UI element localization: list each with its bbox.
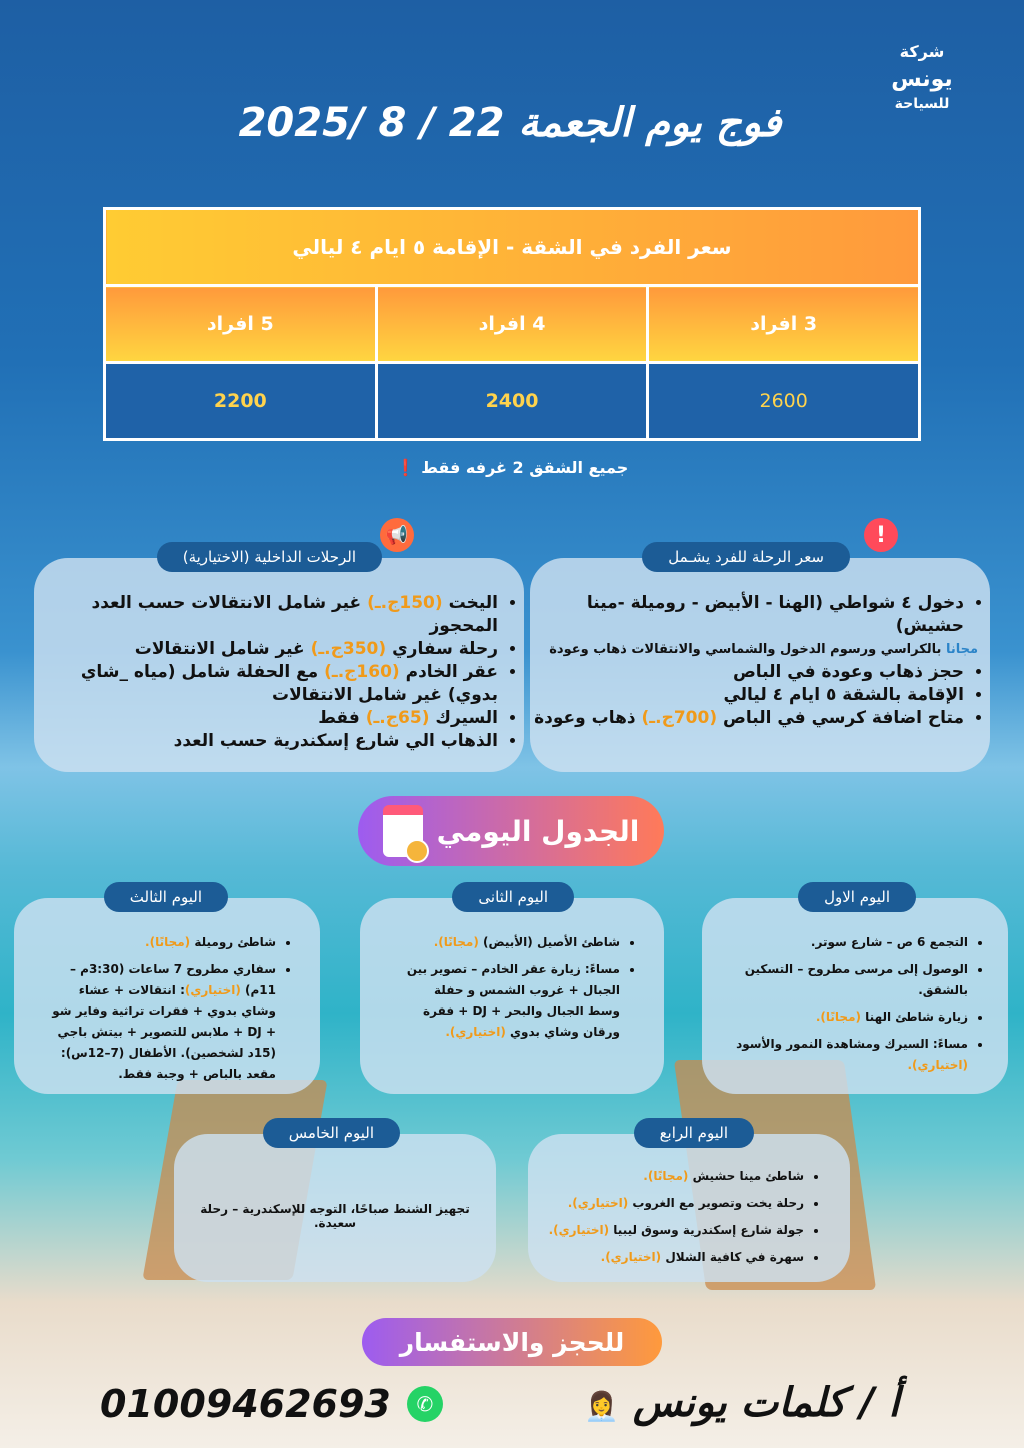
price-tag: (160ج.ـ) bbox=[324, 662, 400, 682]
list-item bbox=[530, 638, 978, 661]
day1-card bbox=[702, 888, 1008, 1094]
page-title: فوج يوم الجعمة 22 / 8 /2025 bbox=[238, 100, 782, 146]
optional-tag: (اختياري). bbox=[445, 1025, 506, 1039]
list-item bbox=[530, 707, 964, 730]
item-text: مساءً: السيرك ومشاهدة النمور والأسود bbox=[736, 1037, 968, 1051]
day5-title: اليوم الخامس bbox=[263, 1118, 400, 1148]
company-logo bbox=[862, 42, 982, 142]
item-text: التجمع 6 ص – شارع سوتر. bbox=[810, 935, 968, 949]
optional-tag: (اختياري). bbox=[600, 1250, 662, 1264]
exclamation-icon: ! bbox=[864, 518, 898, 552]
schedule-header bbox=[358, 796, 664, 866]
exclamation-icon: ❗ bbox=[395, 458, 416, 477]
list-item bbox=[530, 684, 964, 707]
group-4: 4 افراد bbox=[376, 286, 648, 363]
list-item bbox=[528, 1247, 804, 1268]
price-tag: (65ج.ـ) bbox=[365, 708, 430, 728]
day2-card bbox=[360, 888, 664, 1094]
item-text: الوصول إلى مرسى مطروح – التسكين بالشقق. bbox=[744, 962, 968, 997]
item-text: السيرك bbox=[429, 708, 498, 728]
note-text: جميع الشقق 2 غرفه فقط bbox=[421, 458, 629, 477]
list-item bbox=[528, 1166, 804, 1187]
day4-list bbox=[528, 1166, 850, 1268]
whatsapp-icon[interactable]: ✆ bbox=[407, 1386, 443, 1422]
day2-list bbox=[360, 932, 664, 1043]
list-item bbox=[34, 707, 498, 730]
optional-tag: (اختياري) bbox=[184, 983, 241, 997]
optional-card bbox=[34, 548, 524, 772]
person-icon: 👩‍💼 bbox=[584, 1390, 619, 1423]
list-item bbox=[702, 959, 968, 1001]
list-item bbox=[34, 661, 498, 707]
item-text: مع الحفلة شامل (مياه _شاي بدوي) غير شامل الانتقالات bbox=[80, 662, 498, 705]
includes-card bbox=[530, 548, 990, 772]
item-text: حجز ذهاب وعودة في الباص bbox=[732, 662, 964, 682]
item-text: شاطئ روميلة bbox=[190, 935, 276, 949]
optional-title: الرحلات الداخلية (الاختيارية) bbox=[157, 542, 382, 572]
day3-title: اليوم الثالث bbox=[104, 882, 228, 912]
group-3: 3 افراد bbox=[648, 286, 920, 363]
item-text: : انتقالات + عشاء وشاي بدوي + فقرات تراثية وفاير شو + DJ + ملابس للتصوير + بيتش باجي (15د لشخصين). الأطفال (7–12س): مقعد بالباص + وجبة فقط. bbox=[52, 983, 276, 1081]
free-tag: (مجانًا). bbox=[433, 935, 479, 949]
optional-tag: (اختياري). bbox=[907, 1058, 968, 1072]
price-table-header: سعر الفرد في الشقة - الإقامة ٥ ايام ٤ ليالي bbox=[105, 209, 920, 286]
price-tag: (150ج.ـ) bbox=[367, 593, 443, 613]
optional-tag: (اختياري). bbox=[548, 1223, 610, 1237]
free-tag: (مجانًا). bbox=[815, 1010, 861, 1024]
item-text: بالكراسي ورسوم الدخول والشماسي والانتقالات ذهاب وعودة bbox=[549, 642, 946, 657]
price-5: 2200 bbox=[105, 363, 377, 440]
item-text: غير شامل الانتقالات حسب العدد المحجوز bbox=[91, 593, 498, 636]
contact-person bbox=[584, 1380, 900, 1426]
item-text: مساءً: زيارة عقر الخادم – تصوير بين الجبال + غروب الشمس و حفلة وسط الجبال والبحر + DJ + فقرة ورقان وشاي بدوي bbox=[406, 962, 620, 1039]
free-tag: (مجانًا). bbox=[643, 1169, 689, 1183]
list-item bbox=[34, 730, 498, 753]
item-text: ذهاب وعودة bbox=[534, 708, 642, 728]
list-item bbox=[400, 932, 620, 953]
list-item bbox=[34, 638, 498, 661]
item-text: زيارة شاطئ الهنا bbox=[861, 1010, 968, 1024]
item-text: رحلة سفاري bbox=[386, 639, 498, 659]
item-text: سهرة في كافية الشلال bbox=[661, 1250, 804, 1264]
logo-line2: يونس bbox=[891, 67, 953, 92]
price-tag: (350ج.ـ) bbox=[310, 639, 387, 659]
list-item bbox=[528, 1193, 804, 1214]
includes-title: سعر الرحلة للفرد يشـمل bbox=[642, 542, 850, 572]
item-text: رحلة يخت وتصوير مع الغروب bbox=[628, 1196, 804, 1210]
list-item bbox=[52, 959, 276, 1085]
list-item bbox=[528, 1220, 804, 1241]
includes-list bbox=[530, 592, 990, 730]
day1-list bbox=[702, 932, 1008, 1076]
price-4: 2400 bbox=[376, 363, 648, 440]
free-tag: مجانا bbox=[945, 642, 978, 657]
contact-name: أ / كلمات يونس bbox=[632, 1380, 900, 1426]
booking-banner: للحجز والاستفسار bbox=[362, 1318, 662, 1366]
item-text: متاح اضافة كرسي في الباص bbox=[717, 708, 964, 728]
optional-tag: (اختياري). bbox=[567, 1196, 629, 1210]
day3-list bbox=[14, 932, 320, 1085]
phone-number[interactable]: 01009462693 bbox=[100, 1382, 391, 1426]
price-3: 2600 bbox=[648, 363, 920, 440]
day5-card bbox=[174, 1124, 496, 1282]
item-text: جولة شارع إسكندرية وسوق ليبيا bbox=[609, 1223, 804, 1237]
group-5: 5 افراد bbox=[105, 286, 377, 363]
logo-line3: للسياحة bbox=[894, 96, 950, 112]
item-text: اليخت bbox=[442, 593, 498, 613]
price-tag: (700ج.ـ) bbox=[641, 708, 718, 728]
list-item bbox=[702, 1034, 968, 1076]
list-item bbox=[530, 592, 964, 638]
price-table bbox=[103, 207, 921, 441]
item-text: دخول ٤ شواطي (الهنا - الأبيض - روميلة -مينا حشيش) bbox=[586, 593, 964, 636]
item-text: غير شامل الانتقالات bbox=[134, 639, 311, 659]
day2-title: اليوم الثانى bbox=[452, 882, 574, 912]
item-text: شاطئ مينا حشيش bbox=[688, 1169, 804, 1183]
day4-title: اليوم الرابع bbox=[634, 1118, 754, 1148]
list-item bbox=[702, 932, 968, 953]
logo-line1: شركة bbox=[899, 42, 945, 61]
free-tag: (مجانًا). bbox=[145, 935, 191, 949]
apartments-note bbox=[300, 458, 724, 477]
item-text: سفاري مطروح 7 ساعات (3:30م – 11م) bbox=[69, 962, 276, 997]
item-text: فقط bbox=[318, 708, 366, 728]
list-item bbox=[530, 661, 964, 684]
phone-contact[interactable] bbox=[100, 1382, 443, 1426]
list-item bbox=[52, 932, 276, 953]
day4-card bbox=[528, 1124, 850, 1282]
calendar-clock-icon bbox=[383, 805, 423, 857]
megaphone-icon: 📢 bbox=[380, 518, 414, 552]
list-item bbox=[702, 1007, 968, 1028]
day1-title: اليوم الاول bbox=[798, 882, 916, 912]
item-text: عقر الخادم bbox=[399, 662, 498, 682]
list-item bbox=[400, 959, 620, 1043]
item-text: شاطئ الأصيل (الأبيض) bbox=[478, 935, 620, 949]
day5-text: تجهيز الشنط صباحًا، التوجه للإسكندرية – رحلة سعيدة. bbox=[200, 1202, 470, 1230]
schedule-label: الجدول اليومي bbox=[436, 814, 640, 848]
list-item bbox=[34, 592, 498, 638]
day3-card bbox=[14, 888, 320, 1094]
item-text: الذهاب الي شارع إسكندرية حسب العدد bbox=[173, 731, 498, 751]
item-text: الإقامة بالشقة ٥ ايام ٤ ليالي bbox=[723, 685, 964, 705]
optional-list bbox=[34, 592, 524, 753]
